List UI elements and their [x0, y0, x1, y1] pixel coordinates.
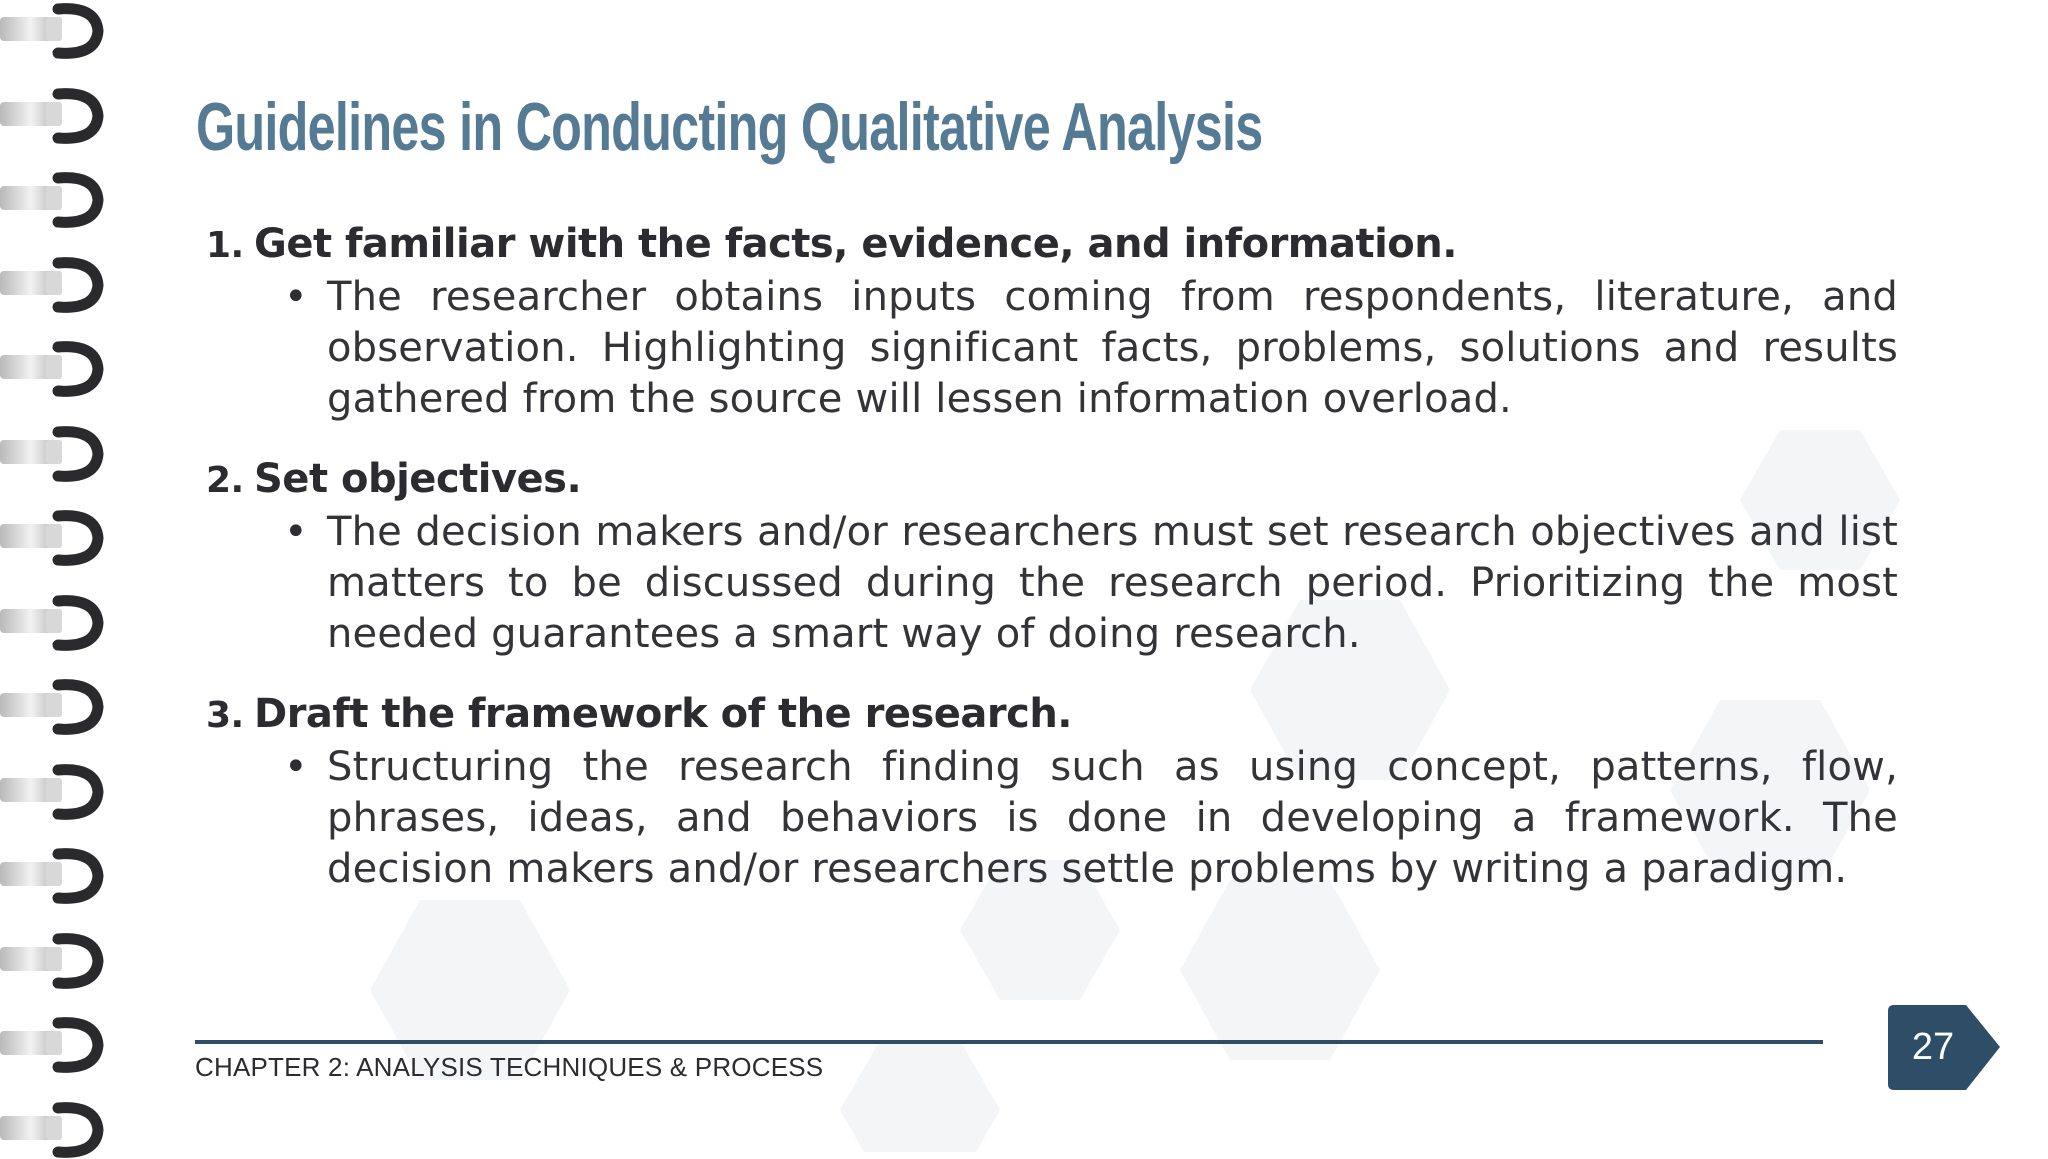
- footer-divider: [195, 1040, 1823, 1044]
- binding-ring-icon: [0, 340, 104, 398]
- list-item: [206, 453, 1898, 660]
- binding-ring-icon: [0, 171, 104, 229]
- item-number: 3.: [206, 695, 244, 736]
- item-heading-text: Set objectives.: [254, 456, 582, 502]
- bullet-text: The decision makers and/or researchers must set research objectives and list matters to be discussed during the research period. Prioritizing the most needed guarantees a smart way of doing research.: [327, 509, 1898, 657]
- binding-ring-icon: [0, 509, 104, 567]
- item-heading: [206, 453, 1898, 507]
- item-heading-text: Get familiar with the facts, evidence, and information.: [254, 221, 1457, 267]
- item-heading: [206, 688, 1898, 742]
- bullet-text: The researcher obtains inputs coming from respondents, literature, and observation. Highlighting significant facts, problems, solutions and results gathered from the source will lessen information overload.: [327, 274, 1898, 422]
- item-heading-text: Draft the framework of the research.: [254, 691, 1072, 737]
- binding-ring-icon: [0, 2, 104, 60]
- bullet-icon: •: [284, 744, 308, 790]
- item-number: 2.: [206, 460, 244, 501]
- bullet-icon: •: [284, 509, 308, 555]
- item-heading: [206, 218, 1898, 272]
- bullet-row: [284, 272, 1898, 425]
- bullet-text: Structuring the research finding such as using concept, patterns, flow, phrases, ideas, and behaviors is done in developing a framework. The decision makers and/or researchers settle problems by writing a paradigm.: [327, 744, 1898, 892]
- item-number: 1.: [206, 225, 244, 266]
- binding-ring-icon: [0, 594, 104, 652]
- binding-ring-icon: [0, 1016, 104, 1074]
- binding-ring-icon: [0, 256, 104, 314]
- bullet-row: [284, 742, 1898, 895]
- bullet-row: [284, 507, 1898, 660]
- binding-ring-icon: [0, 847, 104, 905]
- binding-ring-icon: [0, 763, 104, 821]
- chapter-label: CHAPTER 2: ANALYSIS TECHNIQUES & PROCESS: [195, 1052, 824, 1082]
- binding-ring-icon: [0, 425, 104, 483]
- guidelines-list: [206, 218, 1898, 923]
- page-number: 27: [1911, 1026, 1955, 1068]
- page-title: Guidelines in Conducting Qualitative Analysis: [196, 89, 1263, 165]
- binding-ring-icon: [0, 87, 104, 145]
- spiral-binding: [0, 0, 110, 1152]
- binding-ring-icon: [0, 932, 104, 990]
- bullet-icon: •: [284, 274, 308, 320]
- binding-ring-icon: [0, 678, 104, 736]
- list-item: [206, 688, 1898, 895]
- binding-ring-icon: [0, 1101, 104, 1159]
- list-item: [206, 218, 1898, 425]
